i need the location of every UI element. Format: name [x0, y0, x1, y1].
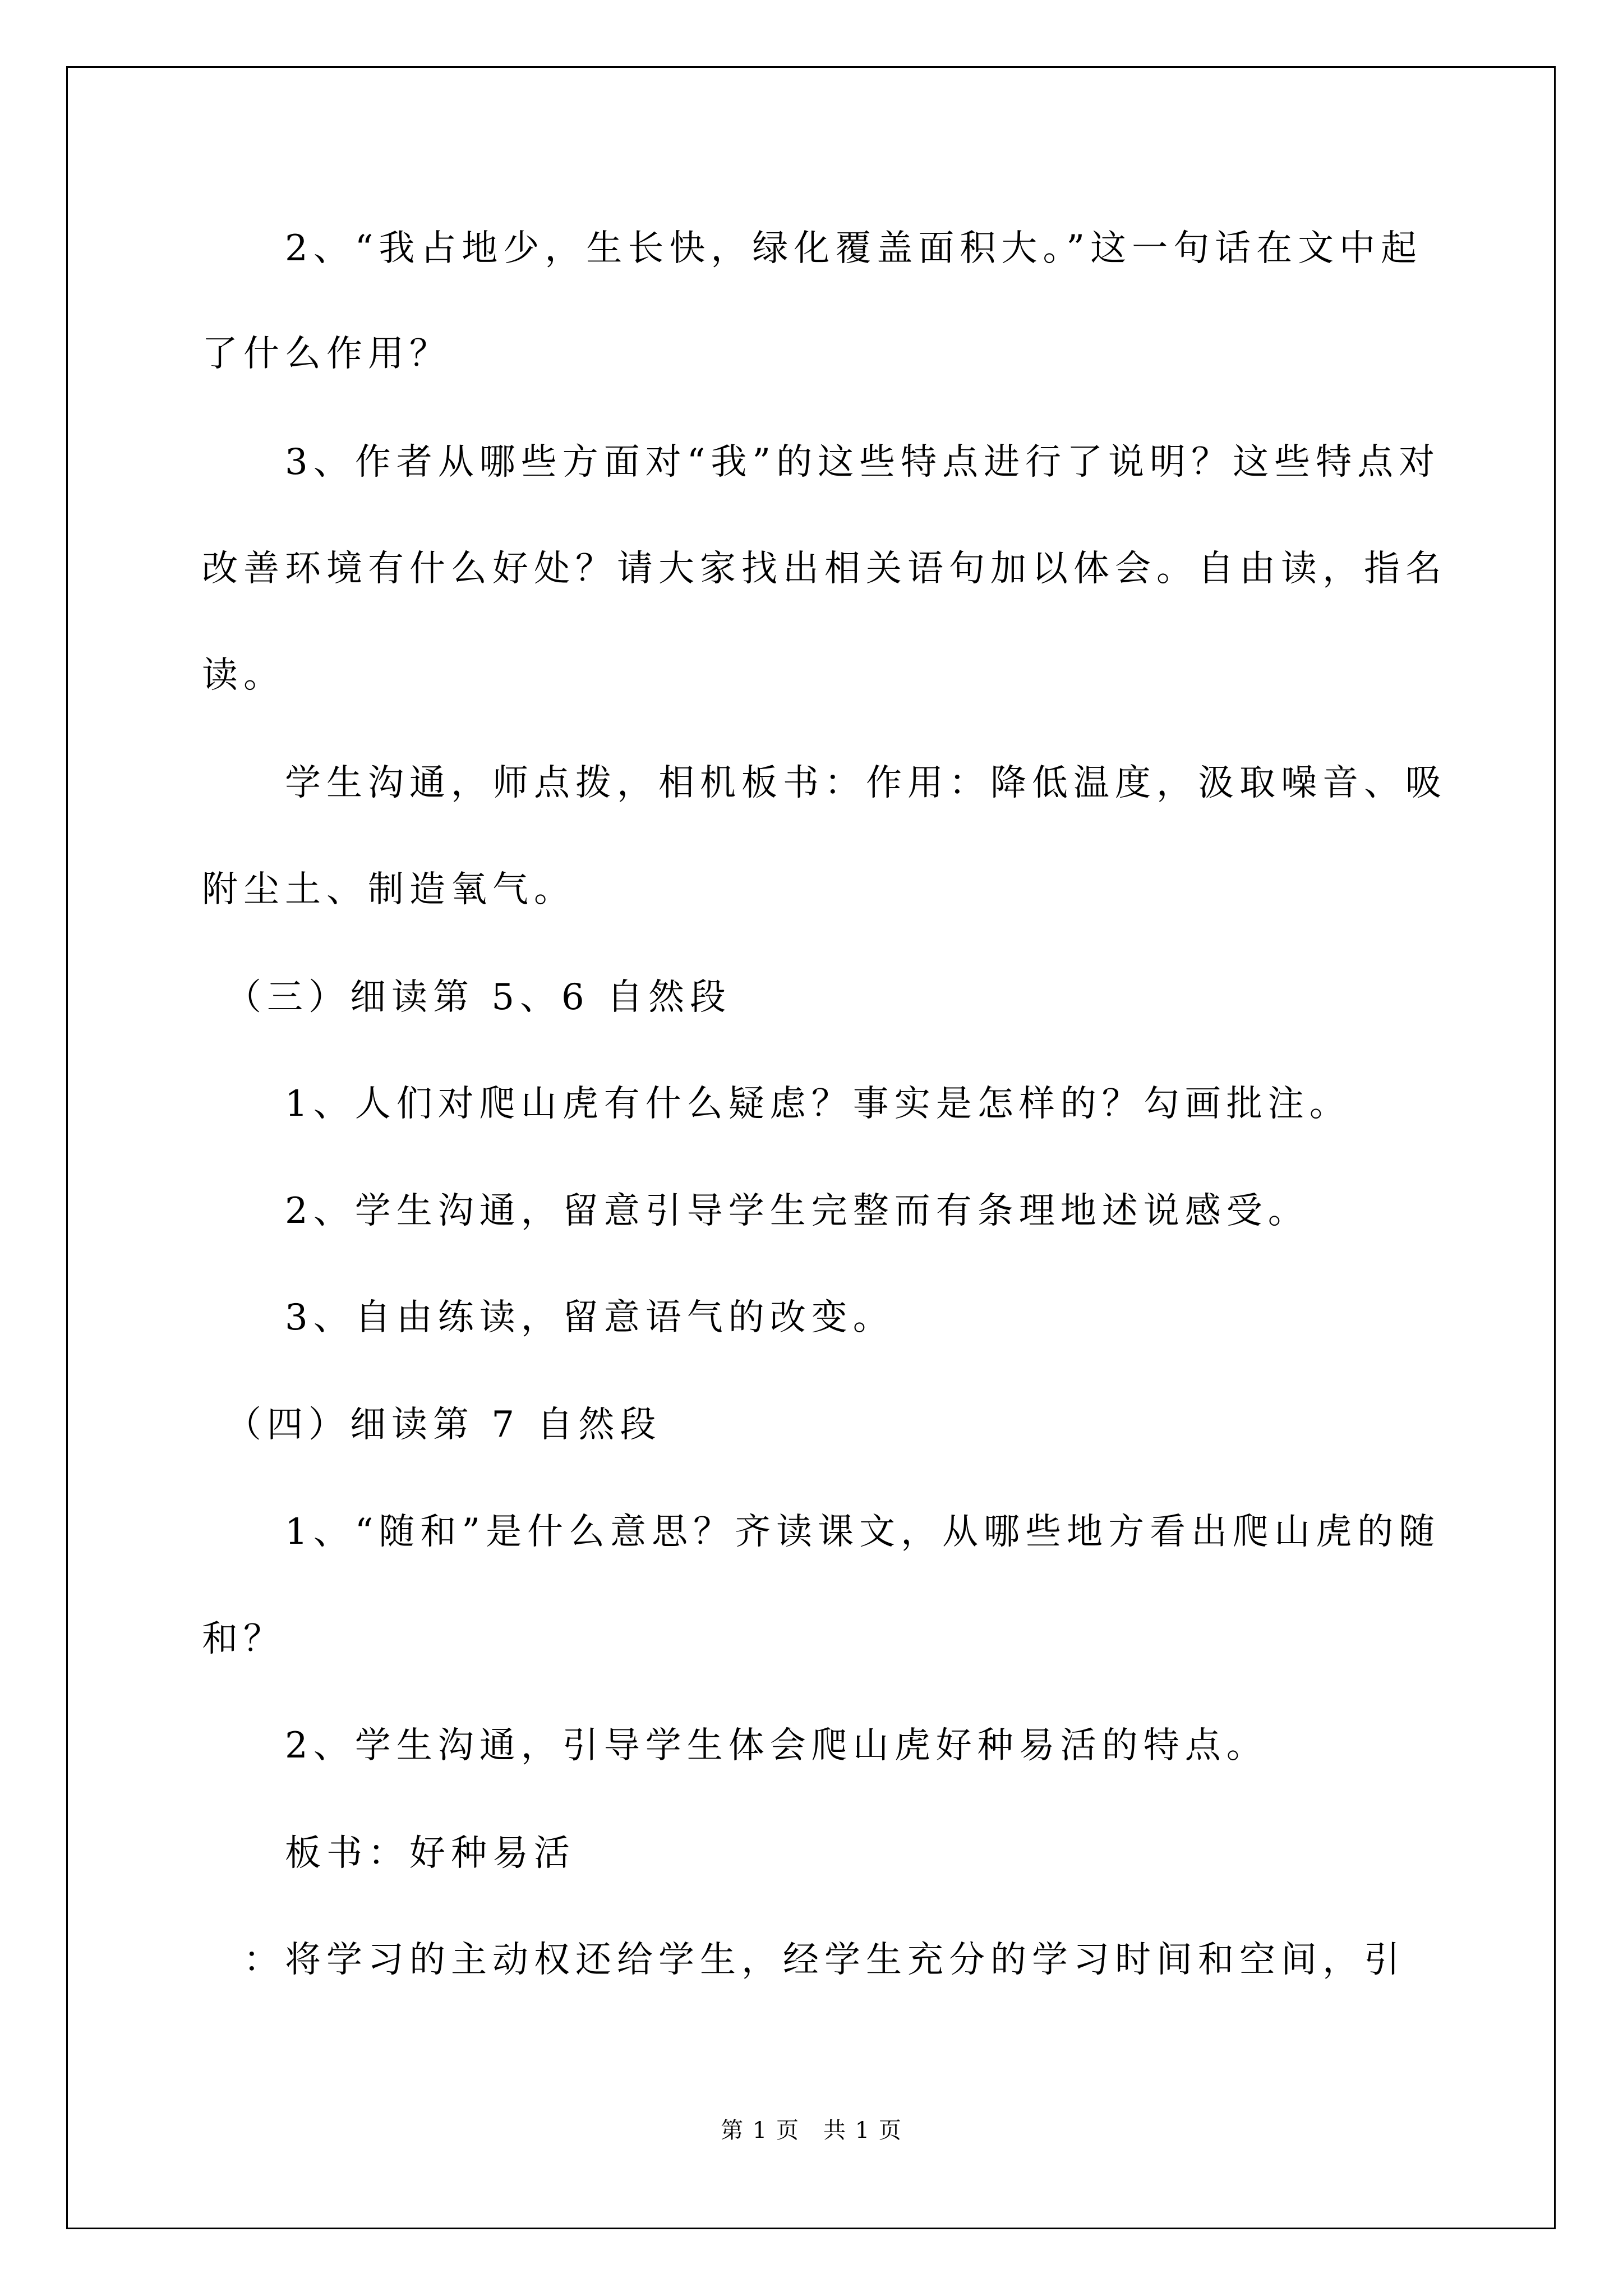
text-line: 板书：好种易活: [202, 1833, 575, 1874]
text-line: 附尘土、制造氧气。: [202, 869, 575, 910]
text-line: 1、“随和”是什么意思？齐读课文，从哪些地方看出爬山虎的随: [202, 1511, 1441, 1553]
text-line: 1、人们对爬山虎有什么疑虑？事实是怎样的？勾画批注。: [202, 1083, 1351, 1125]
page-footer: 第 1 页 共 1 页: [721, 2118, 902, 2143]
text-line: 2、“我占地少，生长快，绿化覆盖面积大。”这一句话在文中起: [202, 228, 1423, 269]
text-line: ：将学习的主动权还给学生，经学生充分的学习时间和空间，引: [202, 1939, 1405, 1981]
section-heading: （四）细读第 7 自然段: [202, 1404, 662, 1446]
text-line: 改善环境有什么好处？请大家找出相关语句加以体会。自由读，指名: [202, 548, 1447, 590]
text-line: 了什么作用？: [202, 333, 451, 375]
text-line: 2、学生沟通，引导学生体会爬山虎好种易活的特点。: [202, 1725, 1268, 1766]
text-line: 2、学生沟通，留意引导学生完整而有条理地述说感受。: [202, 1190, 1310, 1232]
text-line: 读。: [202, 655, 285, 696]
text-line: 和？: [202, 1618, 285, 1660]
text-line: 3、作者从哪些方面对“我”的这些特点进行了说明？这些特点对: [202, 441, 1441, 483]
section-heading: （三）细读第 5、6 自然段: [202, 977, 732, 1018]
text-line: 3、自由练读，留意语气的改变。: [202, 1297, 895, 1338]
page-border: [66, 66, 1556, 2229]
text-line: 学生沟通，师点拨，相机板书：作用：降低温度，汲取噪音、吸: [202, 762, 1447, 804]
